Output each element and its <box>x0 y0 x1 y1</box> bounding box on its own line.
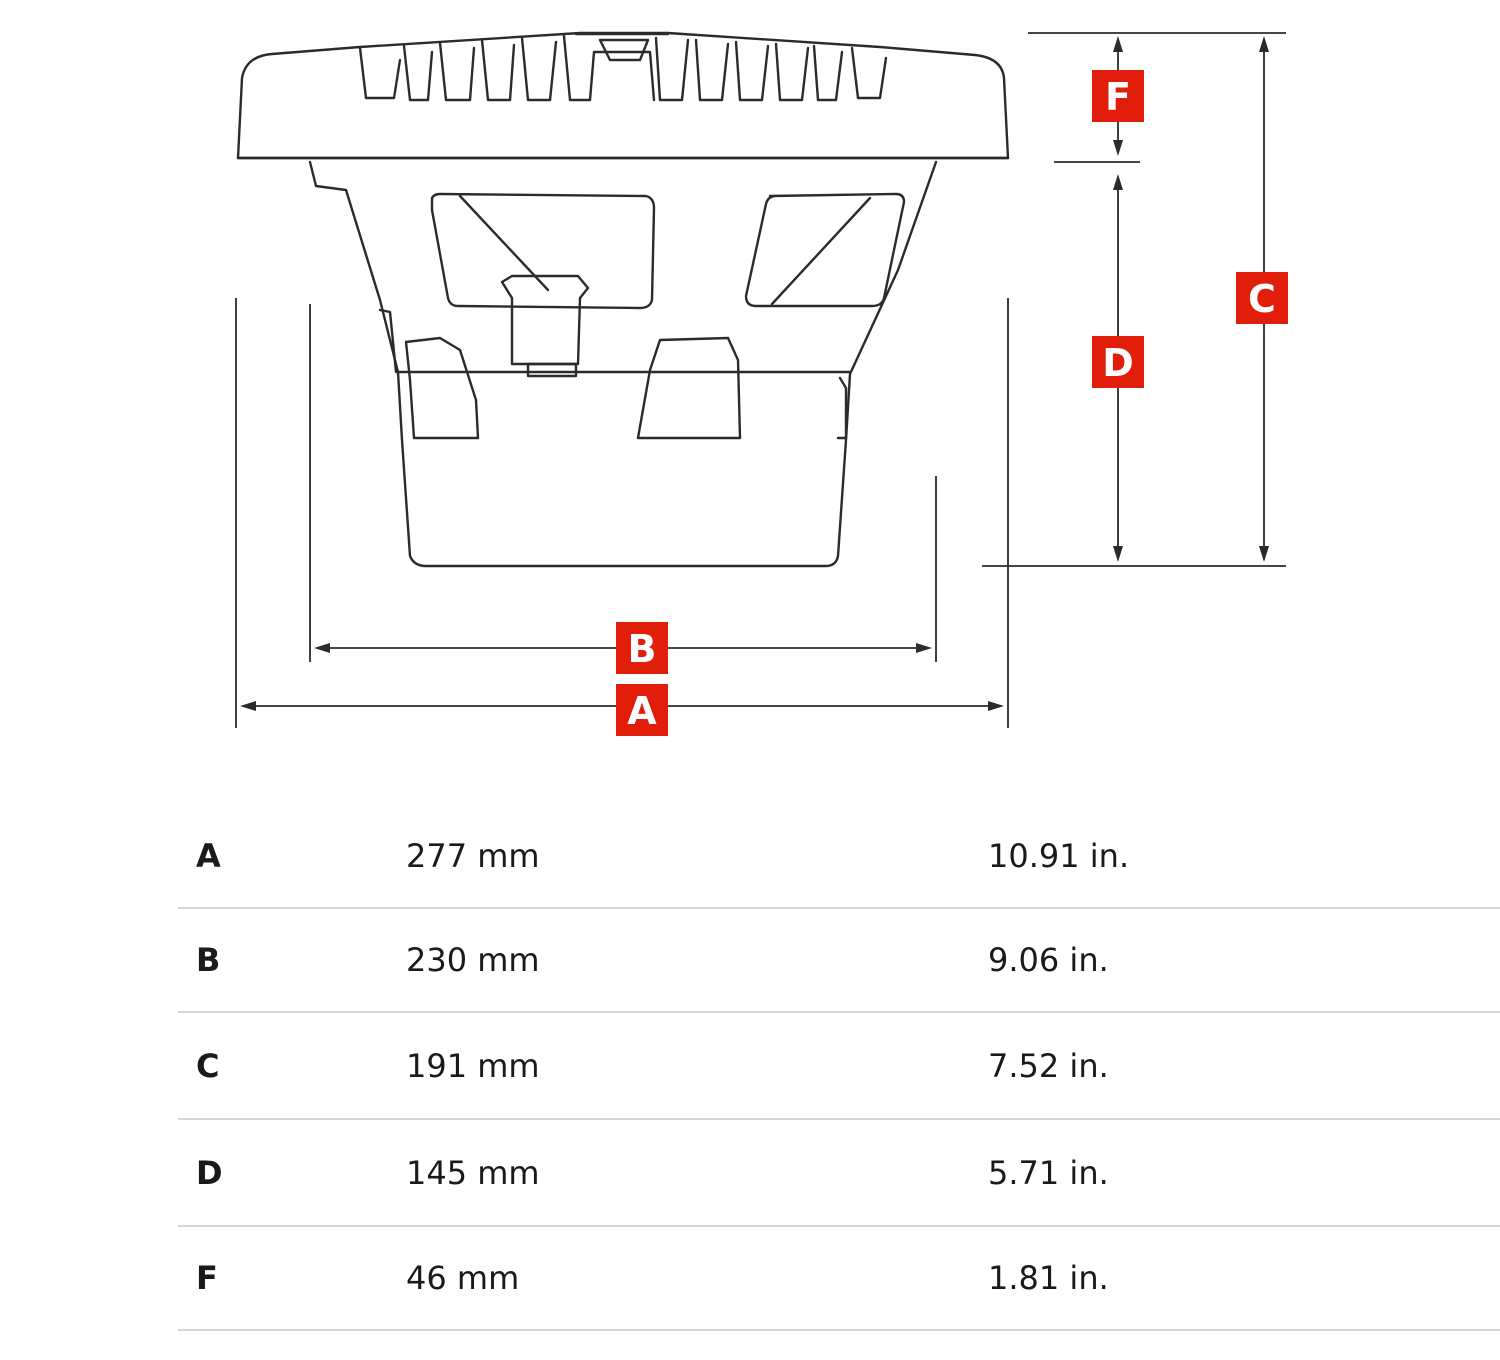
table-row <box>178 1120 1500 1227</box>
dimension-inches: 5.71 in. <box>988 1153 1109 1192</box>
badge-c <box>1236 272 1288 324</box>
badge-d <box>1092 336 1144 388</box>
svg-text:C: C <box>1248 277 1276 321</box>
dimension-inches: 9.06 in. <box>988 941 1109 979</box>
dimensions-table <box>178 805 1500 1331</box>
table-row <box>178 909 1500 1013</box>
table-row <box>178 805 1500 909</box>
dimension-mm: 145 mm <box>406 1153 540 1192</box>
speaker-side-view <box>238 33 1008 566</box>
dimension-letter: C <box>196 1046 220 1085</box>
dimension-letter: A <box>196 837 221 875</box>
svg-text:D: D <box>1102 341 1134 385</box>
dimension-mm: 191 mm <box>406 1046 540 1085</box>
dimension-letter: F <box>196 1259 218 1297</box>
svg-text:B: B <box>627 627 657 671</box>
badge-f <box>1092 70 1144 122</box>
dimension-inches: 10.91 in. <box>988 837 1130 875</box>
badge-b <box>616 622 668 674</box>
dimension-letter: D <box>196 1153 223 1192</box>
table-row <box>178 1227 1500 1331</box>
table-row <box>178 1013 1500 1120</box>
svg-text:A: A <box>627 689 657 733</box>
dimension-mm: 277 mm <box>406 837 540 875</box>
svg-text:F: F <box>1105 75 1131 119</box>
dimension-mm: 230 mm <box>406 941 540 979</box>
dimension-inches: 7.52 in. <box>988 1046 1109 1085</box>
dimension-mm: 46 mm <box>406 1259 520 1297</box>
dimension-letter: B <box>196 941 221 979</box>
badge-a <box>616 684 668 736</box>
dimension-inches: 1.81 in. <box>988 1259 1109 1297</box>
